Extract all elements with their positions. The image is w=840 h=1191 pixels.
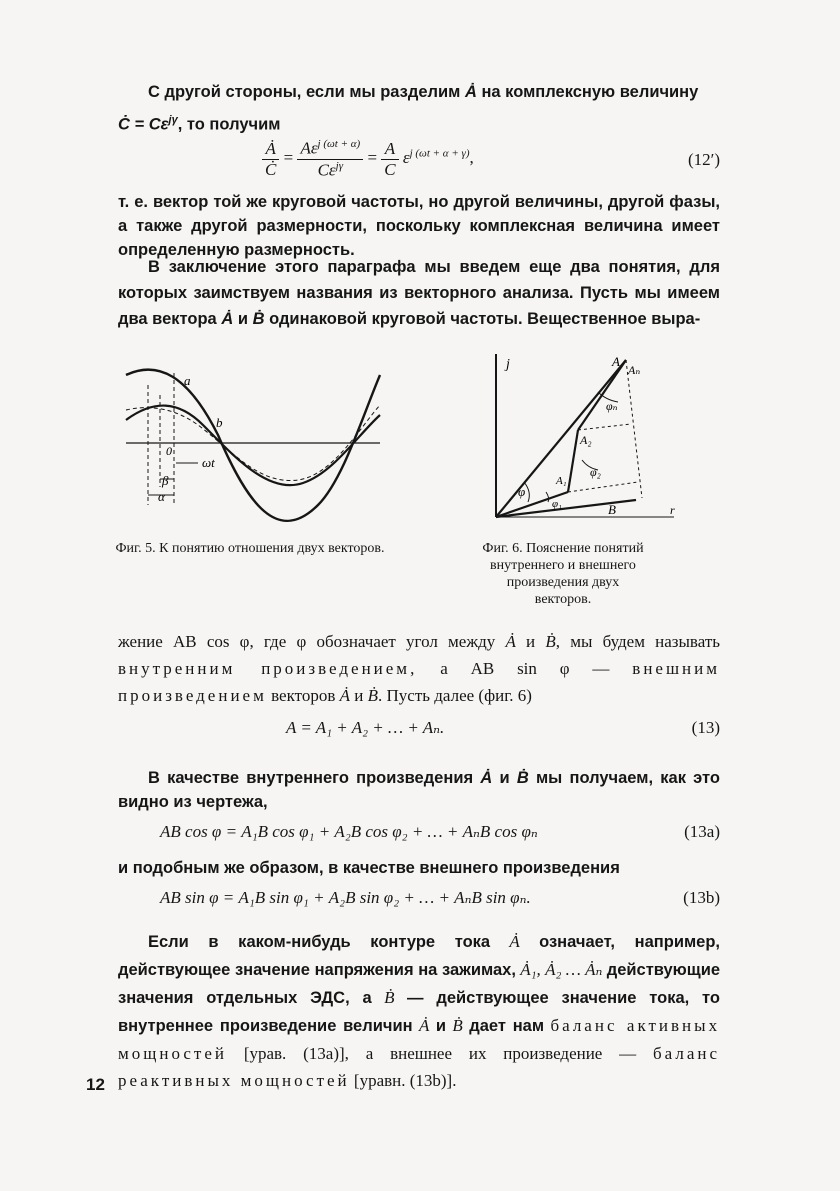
p7-text-b: означает, например, действующее значение напряжения на зажимах, [118,933,721,979]
p4-text-c: , мы будем называть [555,632,721,651]
figure-5 [118,355,388,535]
p7-text-h: [урав. (13a)], а внешнее их произведение — [243,1044,637,1063]
fig6-label-B: B [608,502,616,517]
fig6-label-A: A [612,354,620,369]
p1-text-d: , то получим [177,115,281,134]
p5-text-c: мы получаем, как это видно из чертежа, [118,769,720,811]
fig6-projection-A [626,360,642,498]
paragraph-5: В качестве внутреннего произведения Ȧ и Ḃ мы получаем, как это видно из чертежа, [118,769,720,811]
paragraph-2: т. е. вектор той же круговой частоты, но другой величины, другой фазы, а также другой размерности, поскольку комплексная величина имеет определенную размерность. [118,193,720,259]
p7-text-e: и [435,1017,446,1035]
p4-text-d: внутренним произведением, [118,659,418,678]
p4-text-i: . Пусть далее (фиг. 6) [378,686,532,705]
fig6-label-r: r [670,503,675,517]
fig5-label-a: a [184,373,191,388]
fig5-label-wt: ωt [202,455,215,470]
paragraph-1-line2 [118,108,720,137]
fig6-label-j: j [506,357,510,372]
fig6-label-A1: A₁ [556,475,567,487]
eq12-label: (12′) [687,150,720,169]
p4-text-e: а AB sin φ — [440,659,610,678]
eq12-num1-exp: j (ωt + α) [317,138,361,150]
fig6-caption: Фиг. 6. Пояснение понятий внутреннего и внешнего произведения двух векторов. [482,541,644,607]
p1-text-c-exp: jγ [168,114,178,126]
fig6-label-An: Aₙ [628,363,641,377]
p3-text-c: одинаковой круговой частоты. Вещественное выра- [269,310,701,328]
fig5-label-alpha: α [158,489,165,504]
fig6-helper-1 [578,424,631,430]
fig6-label-phi1: φ₁ [552,498,562,510]
equation-12-prime: $\frac{Ȧ}{Ċ}$ = $\frac{A\varepsilon^{j (\omega t + \alpha)}}{C\varepsilon^{j\gamma}}$ = $\frac{A}{C}$ $\varepsilon^{j (\omega t + \alpha + \gamma)}$, [262,138,474,180]
p4-text-h: и [354,686,364,705]
p7-text-f: дает нам [469,1017,545,1035]
page-number: 12 [86,1075,105,1094]
equation-13: A = A₁ + A₂ + … + Aₙ. [286,718,445,737]
p4-text-a: жение AB cos φ, где φ обозначает угол между [118,632,496,651]
vector-C: Ċ [118,115,130,134]
eq12-den1-exp: jγ [335,159,344,172]
p7-text-j: [уравн. (13b)]. [353,1071,457,1090]
p7-text-d: — действующее значение тока, то внутреннее произведение величин [118,989,720,1035]
p5-text-b: и [499,769,510,787]
eq12-num1: Aε [300,138,318,158]
fig6-vector-A2 [568,430,578,492]
p4-text-b: и [526,632,536,651]
eq13-label: (13) [691,718,720,737]
fig5-caption: Фиг. 5. К понятию отношения двух векторов. [115,541,385,556]
fig6-helper-2 [568,482,638,492]
eq12-den1: Cε [317,160,336,180]
paragraph-3: В заключение этого параграфа мы введем еще два понятия, для которых заимствуем названия из векторного анализа. Пусть мы имеем два вектора Ȧ и Ḃ одинаковой круговой частоты. Вещественное выра- [118,258,720,328]
p7-text-a: Если в каком-нибудь контуре тока [148,933,491,951]
paragraph-6: и подобным же образом, в качестве внешнего произведения [118,859,620,877]
p1-text-b: на комплексную величину [481,83,699,101]
eq13a-label: (13a) [684,822,720,841]
p1-text-c: = Cε [134,115,169,134]
p7-text-c: действующие значения отдельных ЭДС, а [118,961,721,1007]
p4-text-g: векторов [271,686,336,705]
vector-A: Ȧ [464,83,477,101]
equation-13b: AB sin φ = A₁B sin φ₁ + A₂B sin φ₂ + … + AₙB sin φₙ. [160,888,531,907]
fig5-label-o: 0 [166,444,172,458]
p7-text-g: баланс активных мощностей [118,1016,721,1063]
figure-6 [486,352,686,532]
fig5-label-beta: β [162,473,169,488]
fig6-label-phin: φₙ [606,399,618,413]
paragraph-4: жение AB cos φ, где φ обозначает угол между Ȧ и Ḃ, мы будем называть внутренним произведением, а AB sin φ — внешним произведением векторов Ȧ и Ḃ. Пусть далее (фиг. 6) [118,632,721,705]
eq13b-label: (13b) [683,888,720,907]
eq12-tail-exp: j (ωt + α + γ) [409,147,470,160]
fig5-label-b: b [216,415,223,430]
p7-text-i: баланс реактивных мощностей [118,1044,721,1090]
fig6-label-phi2: φ₂ [590,465,601,479]
p4-text-f: внешним произведением [118,659,721,705]
paragraph-1 [118,80,720,104]
equation-13a: AB cos φ = A₁B cos φ₁ + A₂B cos φ₂ + … + AₙB cos φₙ [160,822,538,841]
p3-text-b: и [237,310,248,328]
p1-text-a: С другой стороны, если мы разделим [148,83,461,101]
fig6-label-A2: A₂ [580,433,592,447]
p5-text-a: В качестве внутреннего произведения [148,769,474,787]
p3-text-a: В заключение этого параграфа мы введем еще два понятия, для которых заимствуем названия из векторного анализа. Пусть мы имеем два вектора [118,258,720,328]
paragraph-7: Если в каком-нибудь контуре тока Ȧ означает, например, действующее значение напряжения на зажимах, Ȧ₁, Ȧ₂ … Ȧₙ действующие значения отдельных ЭДС, а Ḃ — действующее значение тока, то внутреннее произведение величин Ȧ и Ḃ дает нам баланс активных мощностей [урав. (13a)], а внешнее их произведение — баланс реактивных мощностей [уравн. (13b)]. [118,932,721,1090]
fig6-label-phi: φ [518,484,526,499]
